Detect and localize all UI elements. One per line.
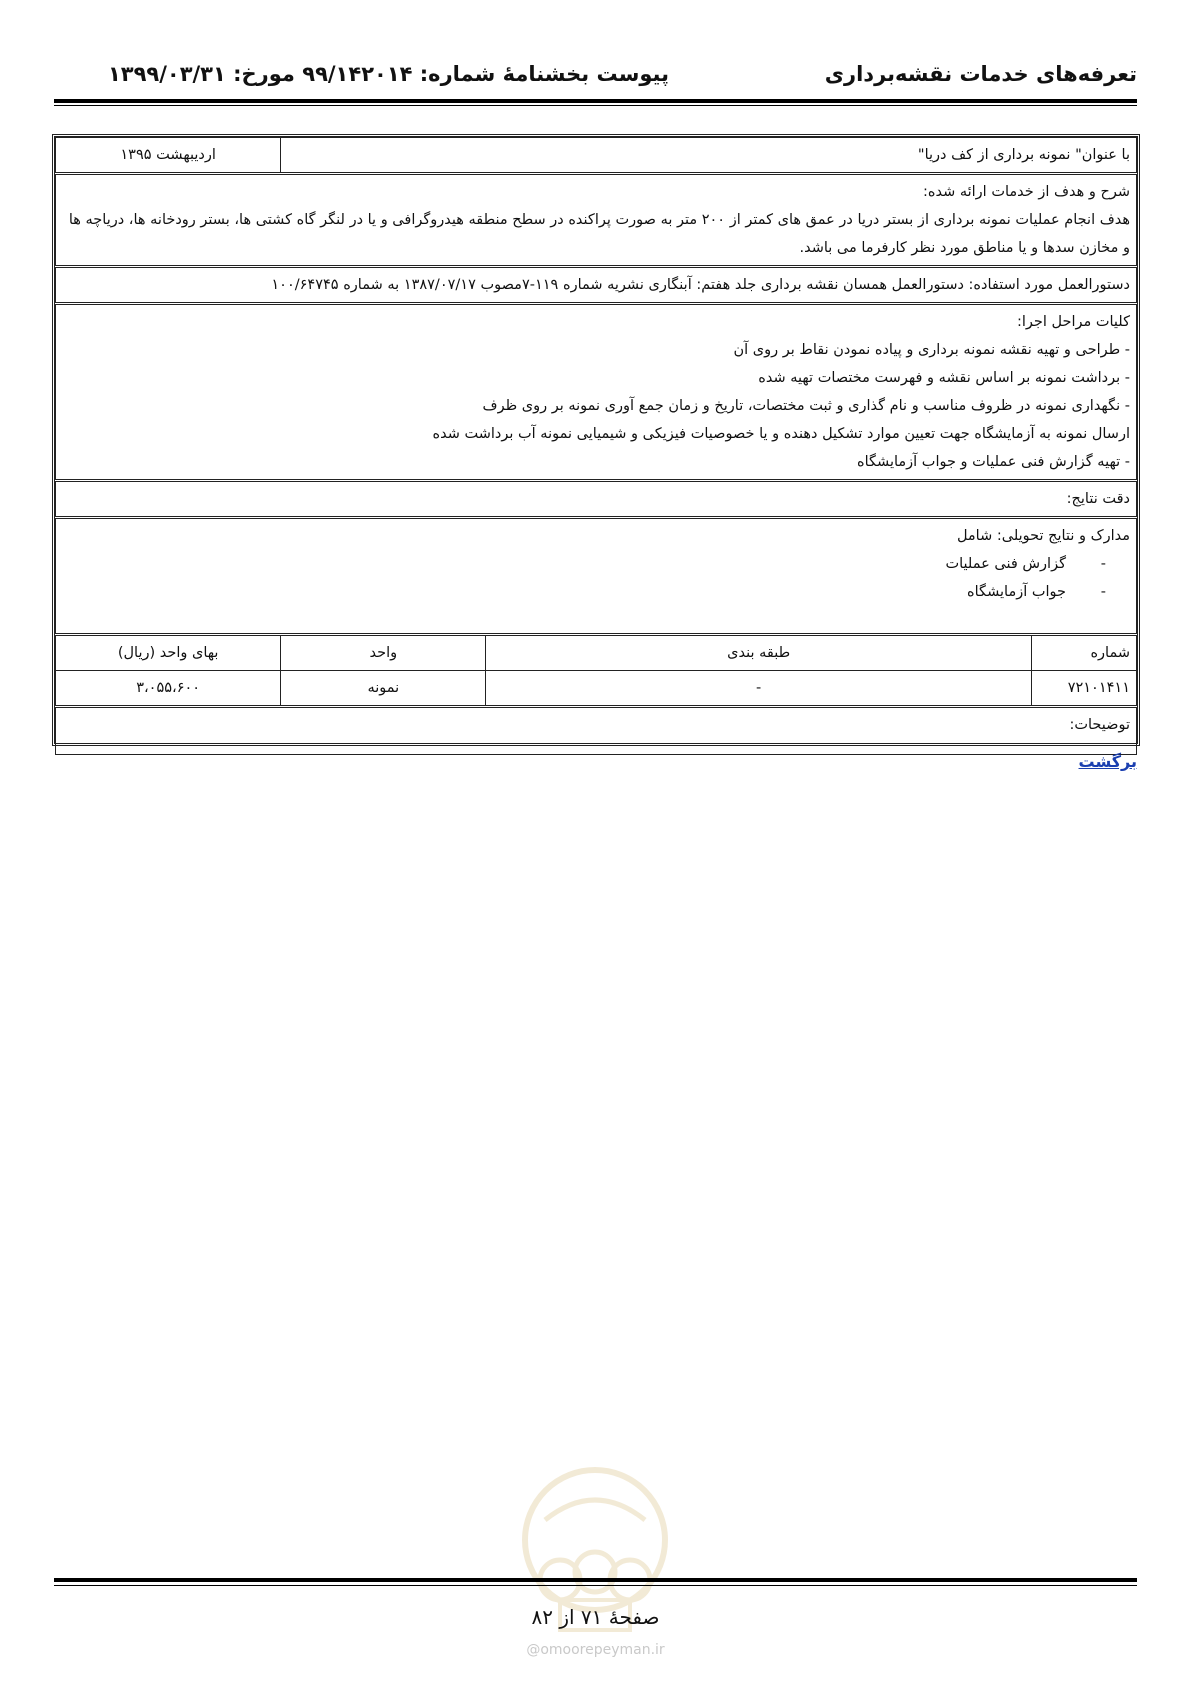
deliverable-item: -گزارش فنی عملیات bbox=[945, 556, 1106, 572]
step-item: - برداشت نمونه بر اساس نقشه و فهرست مختصات تهیه شده bbox=[758, 370, 1130, 386]
deliverable-item: -جواب آزمایشگاه bbox=[967, 584, 1106, 600]
header-unit: واحد bbox=[281, 635, 486, 671]
notes-label: توضیحات: bbox=[56, 707, 1137, 755]
row-unit-price: ۳،۰۵۵،۶۰۰ bbox=[56, 671, 281, 707]
service-title: با عنوان" نمونه برداری از کف دریا" bbox=[281, 138, 1137, 174]
page-number: صفحهٔ ۷۱ از ۸۲ bbox=[531, 1605, 660, 1629]
header-unit-price: بهای واحد (ریال) bbox=[56, 635, 281, 671]
accuracy-label: دقت نتایج: bbox=[56, 481, 1137, 518]
document-title: تعرفه‌های خدمات نقشه‌برداری bbox=[824, 62, 1137, 86]
footer-rule-thin bbox=[54, 1585, 1137, 1586]
back-link[interactable]: برگشت bbox=[1078, 752, 1137, 771]
instruction-text: دستورالعمل مورد استفاده: دستورالعمل همسان نقشه برداری جلد هفتم: آبنگاری نشریه شماره ۱۱۹-۷مصوب ۱۳۸۷/۰۷/۱۷ به شماره ۱۰۰/۶۴۷۴۵ bbox=[56, 267, 1137, 304]
header-code: شماره bbox=[1031, 635, 1136, 671]
steps-cell bbox=[56, 304, 1137, 481]
site-watermark: @omoorepeyman.ir bbox=[526, 1642, 665, 1658]
row-code: ۷۲۱۰۱۴۱۱ bbox=[1031, 671, 1136, 707]
step-item: - نگهداری نمونه در ظروف مناسب و نام گذاری و ثبت مختصات، تاریخ و زمان جمع آوری نمونه بر روی ظرف bbox=[482, 398, 1130, 414]
page-header bbox=[54, 56, 1137, 96]
description-cell bbox=[56, 174, 1137, 267]
table-row bbox=[56, 671, 1137, 707]
description-label: شرح و هدف از خدمات ارائه شده: bbox=[922, 184, 1130, 200]
header-classification: طبقه بندی bbox=[486, 635, 1032, 671]
step-item: - طراحی و تهیه نقشه نمونه برداری و پیاده نمودن نقاط بر روی آن bbox=[733, 342, 1130, 358]
steps-label: کلیات مراحل اجرا: bbox=[1016, 314, 1130, 330]
description-text: هدف انجام عملیات نمونه برداری از بستر دریا در عمق های کمتر از ۲۰۰ متر به صورت پراکنده در سطح منطقه هیدروگرافی و یا در لنگر گاه کشتی ها، بستر رودخانه ها، دریاچه ها و مخازن سدها و یا مناطق مورد نظر کارفرما می باشد. bbox=[68, 212, 1130, 256]
row-unit: نمونه bbox=[281, 671, 486, 707]
deliverables-cell bbox=[56, 518, 1137, 635]
header-rule bbox=[54, 99, 1137, 103]
row-classification: - bbox=[486, 671, 1032, 707]
service-table bbox=[52, 134, 1140, 746]
service-date: اردیبهشت ۱۳۹۵ bbox=[56, 138, 281, 174]
step-item: ارسال نمونه به آزمایشگاه جهت تعیین موارد تشکیل دهنده و یا خصوصیات فیزیکی و شیمیایی نمونه آب برداشت شده bbox=[432, 426, 1130, 442]
header-rule-thin bbox=[54, 105, 1137, 106]
circular-reference: پیوست بخشنامهٔ شماره: ۹۹/۱۴۲۰۱۴ مورخ: ۱۳۹۹/۰۳/۳۱ bbox=[107, 62, 669, 86]
deliverables-label: مدارک و نتایج تحویلی: شامل bbox=[956, 528, 1130, 544]
footer-rule bbox=[54, 1578, 1137, 1582]
step-item: - تهیه گزارش فنی عملیات و جواب آزمایشگاه bbox=[856, 454, 1130, 470]
